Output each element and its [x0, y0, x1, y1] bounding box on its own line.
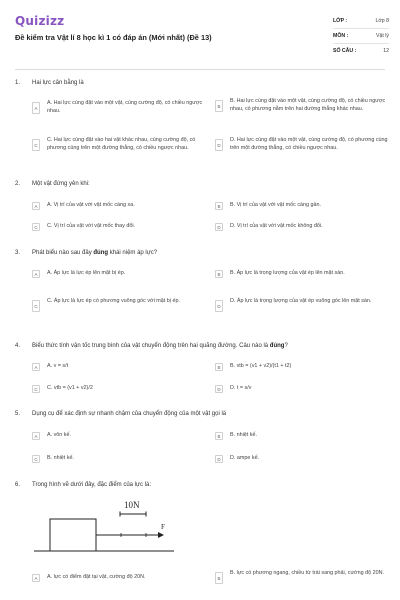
option-letter: C — [32, 223, 40, 231]
question-4 — [15, 343, 385, 398]
option-text: B. lực có phương ngang, chiều từ trái sang phải, cường độ 20N. — [230, 570, 384, 576]
option-text: D. Hai lực cùng đặt vào một vật, cùng cường độ, có phương cùng trên một đường thẳng, có chiều ngược nhau. — [230, 137, 388, 151]
question-number: 2. — [15, 181, 21, 187]
question-text — [32, 250, 372, 258]
option-c[interactable] — [32, 298, 212, 312]
option-a[interactable] — [32, 202, 212, 210]
question-3 — [15, 250, 385, 325]
scale-label: 10N — [124, 500, 140, 510]
option-a[interactable] — [32, 574, 212, 582]
option-letter: D — [215, 300, 223, 312]
option-letter: A — [32, 102, 40, 114]
option-a[interactable] — [32, 100, 212, 116]
option-letter: C — [32, 455, 40, 463]
question-text-part: Phát biểu nào sau đây — [32, 250, 94, 256]
option-letter: B — [215, 363, 223, 371]
force-label: F — [161, 523, 165, 531]
option-text: D. t = s/v — [230, 385, 252, 391]
question-text: Một vật đứng yên khi: — [32, 181, 90, 187]
meta-value: Lớp 8 — [375, 18, 389, 24]
question-text-part: Biểu thức tính vận tốc trung bình của vật chuyển động trên hai quãng đường. Câu nào là — [32, 343, 270, 349]
meta-key: LỚP : — [333, 18, 348, 24]
option-letter: A — [32, 202, 40, 210]
option-d[interactable] — [215, 455, 395, 463]
option-text: D. Áp lực là trọng lượng của vật ép vuông góc lên mặt sàn. — [230, 298, 372, 304]
option-d[interactable] — [215, 385, 395, 393]
question-2 — [15, 181, 385, 236]
option-b[interactable] — [215, 270, 395, 278]
question-number: 1. — [15, 80, 21, 86]
meta-key: SỐ CÂU : — [333, 48, 357, 54]
option-text: A. Hai lực cùng đặt vào một vật, cùng cường độ, có chiều ngược nhau. — [47, 100, 203, 114]
option-c[interactable] — [32, 455, 212, 463]
option-text: B. Vị trí của vật với vật mốc càng gần. — [230, 202, 322, 208]
meta-key: MÔN : — [333, 33, 349, 39]
force-arrow-head — [158, 532, 164, 538]
option-text: B. Hai lực cùng đặt vào một vật, cùng cường độ, có chiều ngược nhau, có phương nằm trên hai đường thẳng khác nhau. — [230, 98, 386, 112]
meta-value: Vật lý — [376, 33, 389, 39]
option-letter: C — [32, 385, 40, 393]
option-letter: D — [215, 455, 223, 463]
question-number: 3. — [15, 250, 21, 256]
option-letter: D — [215, 139, 223, 151]
option-letter: C — [32, 300, 40, 312]
question-text-part: khái niệm áp lực? — [108, 250, 158, 256]
option-letter: A — [32, 270, 40, 278]
option-letter: A — [32, 574, 40, 582]
question-1 — [15, 80, 388, 170]
option-letter: A — [32, 432, 40, 440]
option-text: C. vtb = (v1 + v2)/2 — [47, 385, 93, 391]
question-5 — [15, 411, 385, 466]
option-c[interactable] — [32, 385, 212, 393]
option-b[interactable] — [215, 432, 395, 440]
meta-value: 12 — [383, 48, 389, 54]
option-text: C. Vị trí của vật với vật mốc thay đổi. — [47, 223, 136, 229]
question-text: Dụng cụ để xác định sự nhanh chậm của chuyển động của một vật gọi là — [32, 411, 227, 417]
option-letter: D — [215, 223, 223, 231]
option-text: B. nhiệt kế. — [230, 432, 257, 438]
option-letter: B — [215, 202, 223, 210]
option-d[interactable] — [215, 137, 395, 153]
option-letter: A — [32, 363, 40, 371]
question-text-emphasis: đúng — [269, 343, 285, 349]
option-text: A. Vị trí của vật với vật mốc càng xa. — [47, 202, 135, 208]
option-b[interactable] — [215, 202, 395, 210]
option-text: A. v = s/t — [47, 363, 69, 369]
question-number: 4. — [15, 343, 21, 349]
option-letter: B — [215, 572, 223, 584]
option-b[interactable] — [215, 98, 395, 114]
option-text: B. vtb = (v1 + v2)/(t1 + t2) — [230, 363, 292, 369]
option-text: A. Áp lực là lực ép lên mặt bị ép. — [47, 270, 126, 276]
question-number: 6. — [15, 482, 21, 488]
option-a[interactable] — [32, 432, 212, 440]
question-text: Hai lực cân bằng là — [32, 80, 84, 86]
option-b[interactable] — [215, 570, 395, 584]
question-text-part: ? — [284, 343, 288, 349]
option-c[interactable] — [32, 137, 212, 153]
option-letter: B — [215, 432, 223, 440]
option-text: C. Áp lực là lực ép có phương vuông góc với mặt bị ép. — [47, 298, 180, 304]
header-divider — [15, 69, 385, 70]
option-text: D. ampe kế. — [230, 455, 260, 461]
option-a[interactable] — [32, 270, 212, 278]
option-c[interactable] — [32, 223, 212, 231]
force-diagram — [34, 499, 174, 569]
question-text: Trong hình vẽ dưới đây, đặc điểm của lực là: — [32, 482, 152, 488]
meta-panel — [333, 14, 389, 58]
option-letter: D — [215, 385, 223, 393]
option-text: B. Áp lực là trọng lượng của vật ép lên mặt sàn. — [230, 270, 345, 276]
option-text: A. vôn kế. — [47, 432, 71, 438]
option-letter: B — [215, 100, 223, 112]
option-text: C. Hai lực cùng đặt vào hai vật khác nhau, cùng cường độ, có phương cùng trên một đường thẳng, có chiều ngược nhau. — [47, 137, 196, 151]
document-title: Đề kiểm tra Vật lí 8 học kì 1 có đáp án (Mới nhất) (Đề 13) — [15, 33, 212, 42]
quizizz-logo: Quizizz — [15, 14, 65, 28]
question-text-emphasis: đúng — [93, 250, 109, 256]
question-text — [32, 343, 372, 351]
option-d[interactable] — [215, 223, 395, 231]
meta-row-class — [333, 14, 389, 28]
option-text: A. lực có điểm đặt tại vật, cường độ 20N. — [47, 574, 146, 580]
option-b[interactable] — [215, 363, 395, 371]
option-a[interactable] — [32, 363, 212, 371]
option-letter: C — [32, 139, 40, 151]
option-letter: B — [215, 270, 223, 278]
option-text: B. nhiệt kế. — [47, 455, 74, 461]
meta-row-count — [333, 44, 389, 58]
option-text: D. Vị trí của vật với vật mốc không đổi. — [230, 223, 323, 229]
meta-row-subject — [333, 29, 389, 43]
question-number: 5. — [15, 411, 21, 417]
block — [50, 519, 96, 551]
option-d[interactable] — [215, 298, 395, 312]
